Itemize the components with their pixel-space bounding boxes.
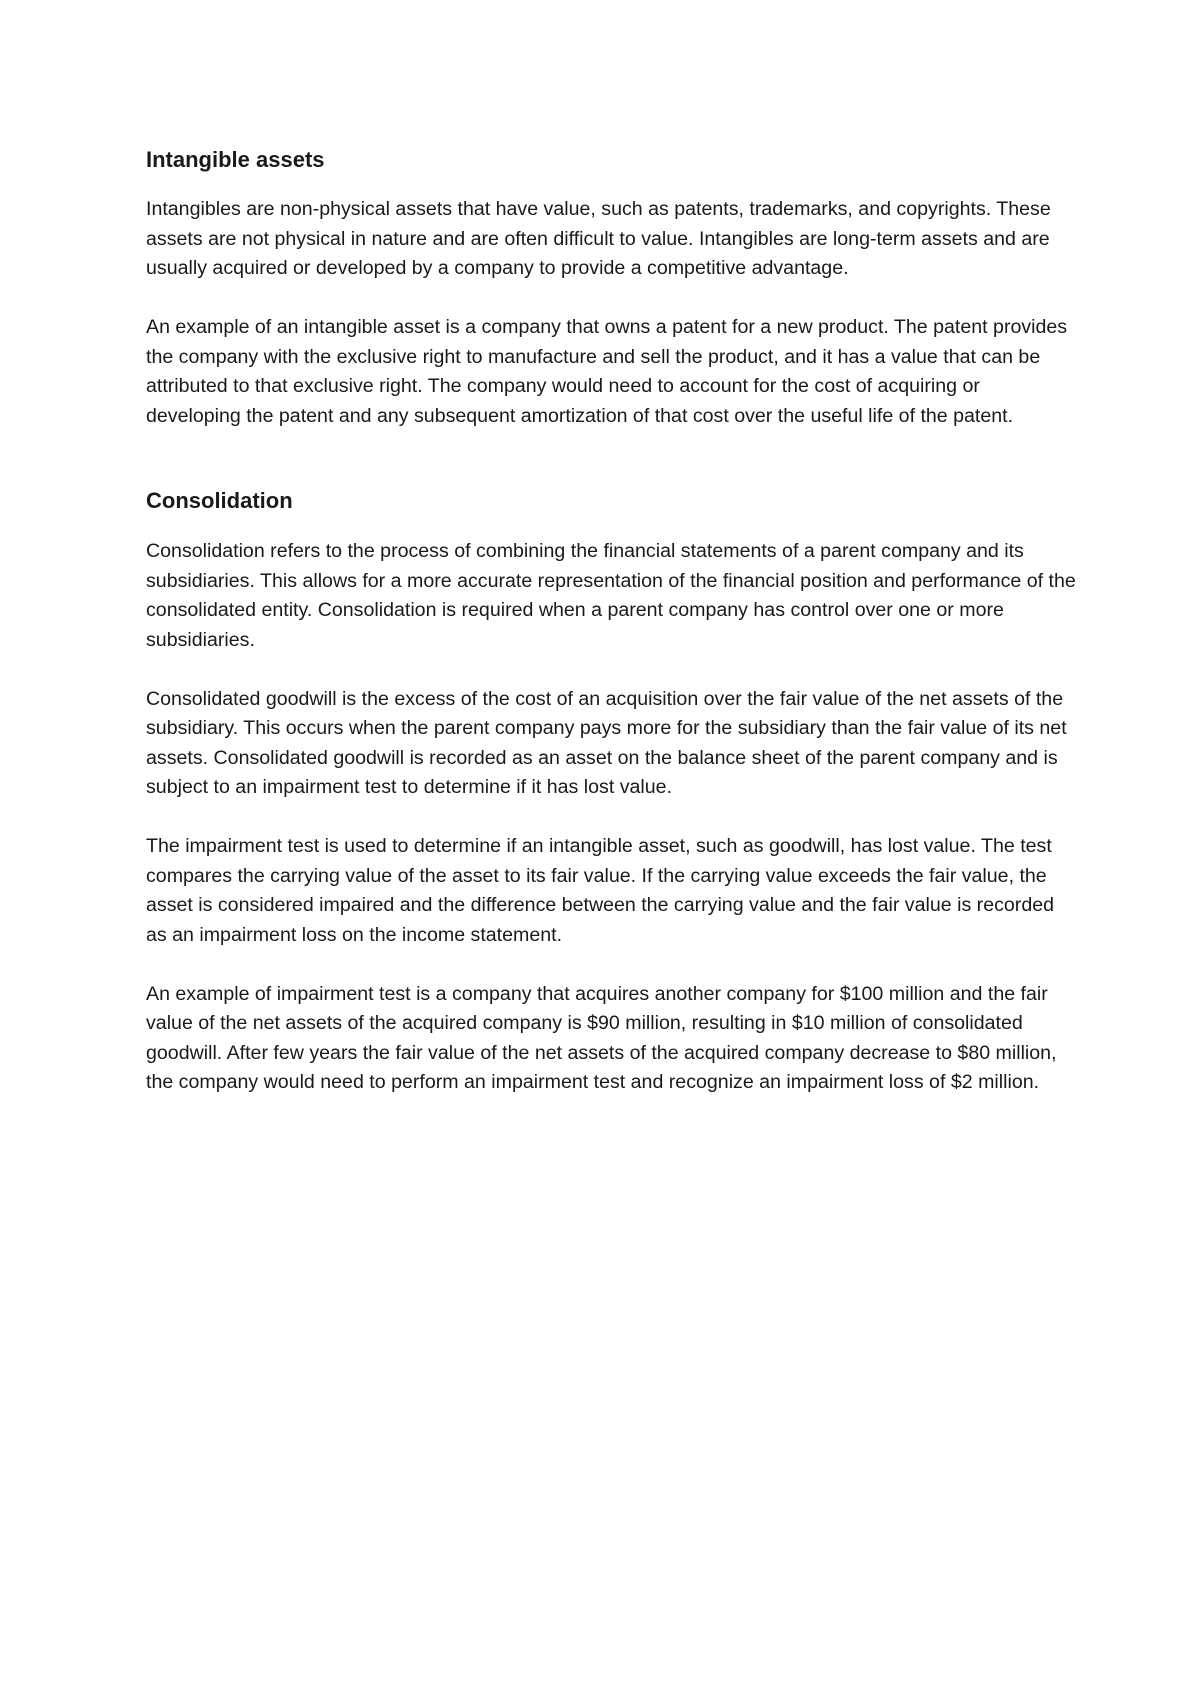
paragraph-intangibles-definition: Intangibles are non-physical assets that have value, such as patents, trademarks, and copyrights. These assets are not physical in nature and are often difficult to value. Intangibles are long-term assets and are usually acquired or developed by a company to provide a competitive advantage. — [146, 198, 1051, 279]
paragraph-consolidated-goodwill: Consolidated goodwill is the excess of the cost of an acquisition over the fair value of the net assets of the subsidiary. This occurs when the parent company pays more for the subsidiary than the fair value of its net assets. Consolidated goodwill is recorded as an asset on the balance sheet of the parent company and is subject to an impairment test to determine if it has lost value. — [146, 687, 1067, 798]
document-page — [146, 138, 1076, 1098]
paragraph-consolidation-definition: Consolidation refers to the process of combining the financial statements of a parent company and its subsidiaries. This allows for a more accurate representation of the financial position and performance of the consolidated entity. Consolidation is required when a parent company has control over one or more subsidiaries. — [146, 540, 1076, 651]
paragraph-intangible-example: An example of an intangible asset is a company that owns a patent for a new product. The patent provides the company with the exclusive right to manufacture and sell the product, and it has a value that can be attributed to that exclusive right. The company would need to account for the cost of acquiring or developing the patent and any subsequent amortization of that cost over the useful life of the patent. — [146, 316, 1068, 427]
paragraph-impairment-example: An example of impairment test is a company that acquires another company for $100 million and the fair value of the net assets of the acquired company is $90 million, resulting in $10 million of consolidated goodwill. After few years the fair value of the net assets of the acquired company decrease to $80 million, the company would need to perform an impairment test and recognize an impairment loss of $2 million. — [146, 982, 1057, 1093]
paragraph-impairment-test: The impairment test is used to determine if an intangible asset, such as goodwill, has lost value. The test compares the carrying value of the asset to its fair value. If the carrying value exceeds the fair value, the asset is considered impaired and the difference between the carrying value and the fair value is recorded as an impairment loss on the income statement. — [146, 835, 1055, 946]
heading-intangible-assets: Intangible assets — [146, 147, 325, 172]
heading-consolidation: Consolidation — [146, 488, 293, 513]
